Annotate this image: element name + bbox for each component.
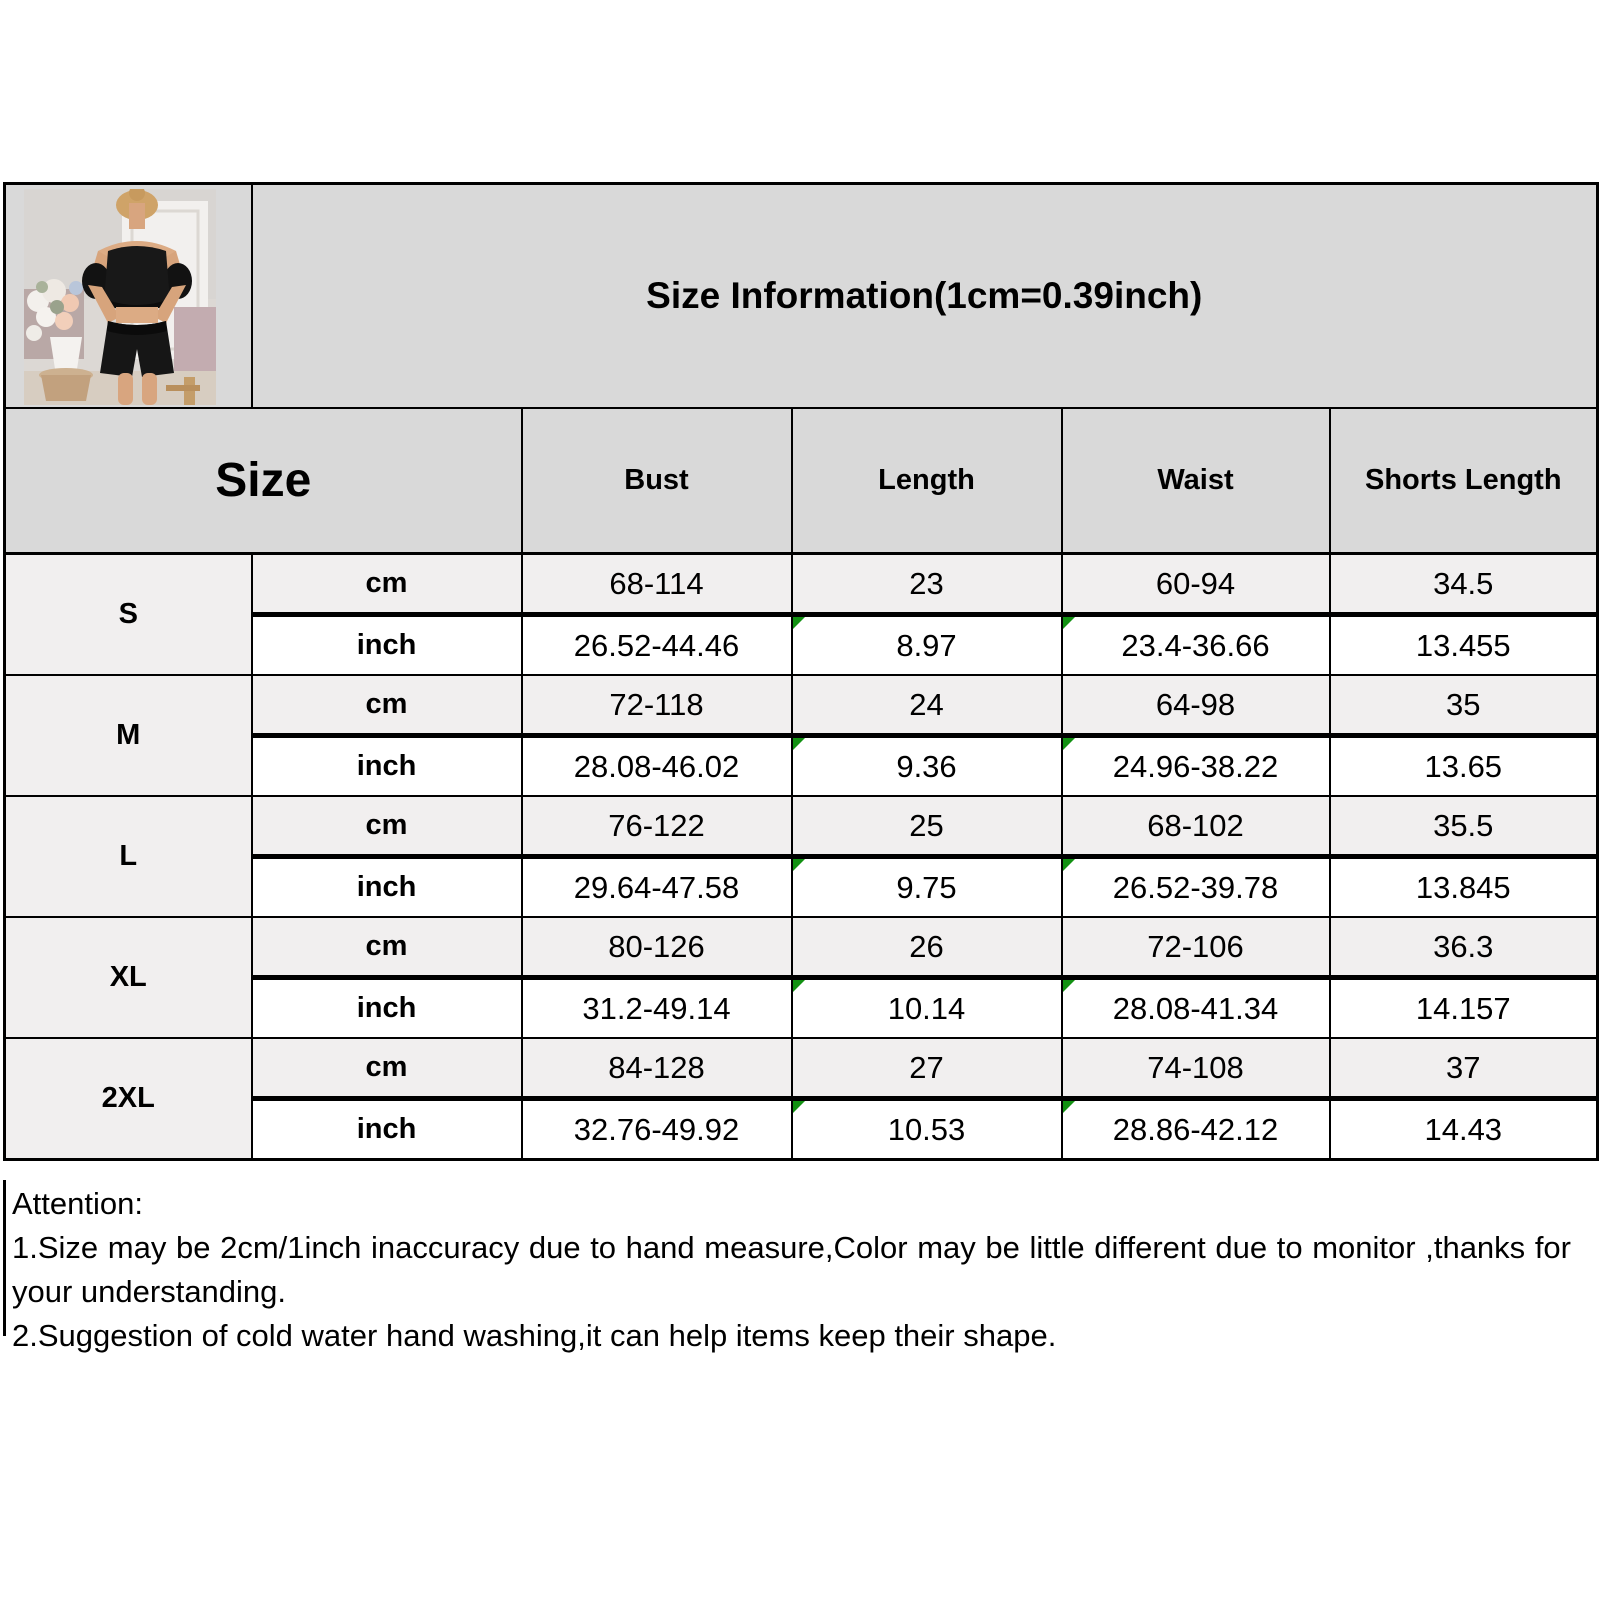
photo-title-row — [5, 184, 1598, 409]
measurement-value: 13.65 — [1330, 736, 1598, 797]
measurement-value: 28.08-41.34 — [1062, 978, 1330, 1039]
measurement-value: 8.97 — [792, 615, 1062, 676]
measurement-value: 68-114 — [522, 554, 792, 615]
size-row-xl-cm — [5, 917, 1598, 978]
measurement-value: 14.157 — [1330, 978, 1598, 1039]
cell-corner-marker-icon — [1063, 859, 1075, 871]
measurement-value: 68-102 — [1062, 796, 1330, 857]
measurement-value: 37 — [1330, 1038, 1598, 1099]
measurement-value: 24 — [792, 675, 1062, 736]
cell-corner-marker-icon — [793, 617, 805, 629]
measurement-value: 72-106 — [1062, 917, 1330, 978]
measurement-value: 9.75 — [792, 857, 1062, 918]
measurement-value: 74-108 — [1062, 1038, 1330, 1099]
unit-label-cm: cm — [252, 554, 522, 615]
product-photo-illustration — [24, 189, 216, 405]
size-label-l: L — [5, 796, 252, 917]
measurement-value: 32.76-49.92 — [522, 1099, 792, 1160]
measurement-value: 31.2-49.14 — [522, 978, 792, 1039]
measurement-value: 13.845 — [1330, 857, 1598, 918]
table-header-row — [5, 408, 1598, 554]
unit-label-cm: cm — [252, 675, 522, 736]
measurement-value: 28.86-42.12 — [1062, 1099, 1330, 1160]
cell-corner-marker-icon — [1063, 738, 1075, 750]
measurement-value: 10.14 — [792, 978, 1062, 1039]
attention-heading: Attention: — [12, 1186, 143, 1221]
unit-label-inch: inch — [252, 978, 522, 1039]
measurement-value: 26 — [792, 917, 1062, 978]
measurement-value: 76-122 — [522, 796, 792, 857]
measurement-value: 36.3 — [1330, 917, 1598, 978]
attention-item-1: 1.Size may be 2cm/1inch inaccuracy due to hand measure,Color may be little different due to monitor ,thanks for your understanding. — [12, 1230, 1571, 1309]
measurement-value: 29.64-47.58 — [522, 857, 792, 918]
column-header-waist: Waist — [1062, 408, 1330, 554]
measurement-value: 28.08-46.02 — [522, 736, 792, 797]
size-chart-sheet — [3, 182, 1599, 1161]
attention-item-2: 2.Suggestion of cold water hand washing,it can help items keep their shape. — [12, 1318, 1057, 1353]
cell-corner-marker-icon — [1063, 1101, 1075, 1113]
measurement-value: 72-118 — [522, 675, 792, 736]
column-header-length: Length — [792, 408, 1062, 554]
measurement-value: 64-98 — [1062, 675, 1330, 736]
unit-label-inch: inch — [252, 857, 522, 918]
unit-label-inch: inch — [252, 1099, 522, 1160]
column-header-bust: Bust — [522, 408, 792, 554]
size-row-l-cm — [5, 796, 1598, 857]
measurement-value: 84-128 — [522, 1038, 792, 1099]
unit-label-inch: inch — [252, 615, 522, 676]
unit-label-cm: cm — [252, 917, 522, 978]
size-label-s: S — [5, 554, 252, 676]
measurement-value: 35.5 — [1330, 796, 1598, 857]
measurement-value: 9.36 — [792, 736, 1062, 797]
product-photo — [6, 185, 249, 407]
measurement-value: 14.43 — [1330, 1099, 1598, 1160]
size-label-xl: XL — [5, 917, 252, 1038]
measurement-value: 80-126 — [522, 917, 792, 978]
size-table — [3, 182, 1599, 1161]
measurement-value: 24.96-38.22 — [1062, 736, 1330, 797]
measurement-value: 10.53 — [792, 1099, 1062, 1160]
attention-note — [3, 1180, 1571, 1353]
title-cell — [252, 184, 1598, 409]
cell-corner-marker-icon — [1063, 980, 1075, 992]
product-photo-cell — [5, 184, 252, 409]
measurement-value: 25 — [792, 796, 1062, 857]
size-label-m: M — [5, 675, 252, 796]
cell-corner-marker-icon — [793, 1101, 805, 1113]
measurement-value: 26.52-44.46 — [522, 615, 792, 676]
column-header-shorts-length: Shorts Length — [1330, 408, 1598, 554]
measurement-value: 23 — [792, 554, 1062, 615]
unit-label-cm: cm — [252, 1038, 522, 1099]
size-row-s-cm — [5, 554, 1598, 615]
measurement-value: 13.455 — [1330, 615, 1598, 676]
cell-corner-marker-icon — [1063, 617, 1075, 629]
measurement-value: 23.4-36.66 — [1062, 615, 1330, 676]
size-label-2xl: 2XL — [5, 1038, 252, 1160]
size-row-2xl-cm — [5, 1038, 1598, 1099]
measurement-value: 27 — [792, 1038, 1062, 1099]
page-title: Size Information(1cm=0.39inch) — [646, 275, 1203, 316]
unit-label-cm: cm — [252, 796, 522, 857]
cell-corner-marker-icon — [793, 859, 805, 871]
cell-corner-marker-icon — [793, 980, 805, 992]
cell-corner-marker-icon — [793, 738, 805, 750]
size-column-header: Size — [5, 408, 522, 554]
measurement-value: 26.52-39.78 — [1062, 857, 1330, 918]
size-row-m-cm — [5, 675, 1598, 736]
measurement-value: 60-94 — [1062, 554, 1330, 615]
measurement-value: 35 — [1330, 675, 1598, 736]
unit-label-inch: inch — [252, 736, 522, 797]
measurement-value: 34.5 — [1330, 554, 1598, 615]
